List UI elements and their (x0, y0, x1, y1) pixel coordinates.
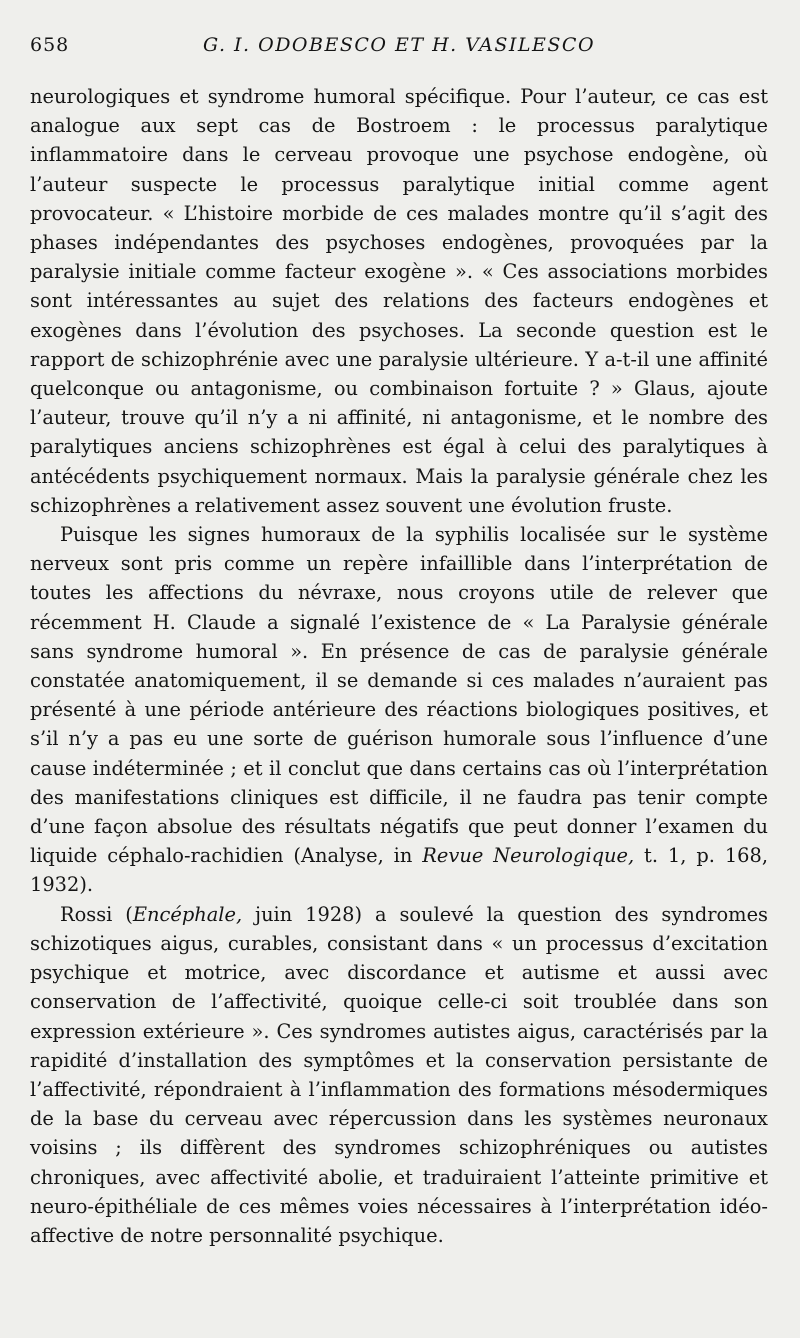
paragraph-text: Rossi ( (60, 902, 133, 926)
paragraph-rossi (30, 900, 768, 1250)
paragraph-continued (30, 82, 768, 520)
page-number: 658 (30, 34, 70, 56)
paragraph-text: Puisque les signes humoraux de la syphilis localisée sur le système nerveux sont pris comme un repère infaillible dans l’interprétation de toutes les affections du névraxe, nous croyons utile de relever que récemment H. Claude a signalé l’existence de « La Paralysie générale sans syndrome humoral ». En présence de cas de paralysie générale constatée anatomiquement, il se demande si ces malades n’auraient pas présenté à une période antérieure des réactions biologiques positives, et s’il n’y a pas eu une sorte de guérison humorale sous l’influence d’une cause indéterminée ; et il conclut que dans certains cas où l’interprétation des manifestations cliniques est difficile, il ne faudra pas tenir compte d’une façon absolue des résultats négatifs que peut donner l’examen du liquide céphalo-rachidien (Analyse, in (30, 523, 768, 868)
paragraph-text: juin 1928) a soulevé la question des syndromes schizotiques aigus, curables, consistant dans « un processus d’excitation psychique et motrice, avec discordance et autisme et aussi avec conservation de l’affectivité, quoique celle-ci soit troublée dans son expression extérieure ». Ces syndromes autistes aigus, caractérisés par la rapidité d’installation des symptômes et la conservation persistante de l’affectivité, répondraient à l’inflammation des formations mésodermiques de la base du cerveau avec répercussion dans les systèmes neuronaux voisins ; ils diffèrent des syndromes schizophréniques ou autistes chroniques, avec affectivité abolie, et traduiraient l’atteinte primitive et neuro-épithéliale de ces mêmes voies nécessaires à l’interprétation idéo-affective de notre personnalité psychique. (30, 902, 768, 1247)
journal-title: Revue Neurologique, (422, 844, 635, 868)
journal-title: Encéphale, (132, 902, 243, 926)
page-header (30, 30, 768, 74)
paragraph-text: t. 1, p. 168, 1932). (30, 844, 768, 897)
running-head: G. I. ODOBESCO ET H. VASILESCO (202, 34, 596, 56)
body-text (30, 82, 768, 1250)
paragraph-claude (30, 520, 768, 900)
paragraph-text: neurologiques et syndrome humoral spécifique. Pour l’auteur, ce cas est analogue aux sept cas de Bostroem : le processus paralytique inflammatoire dans le cerveau provoque une psychose endogène, où l’auteur suspecte le processus paralytique initial comme agent provocateur. « L’histoire morbide de ces malades montre qu’il s’agit des phases indépendantes des psychoses endogènes, provoquées par la paralysie initiale comme facteur exogène ». « Ces associations morbides sont intéressantes au sujet des relations des facteurs endogènes et exogènes dans l’évolution des psychoses. La seconde question est le rapport de schizophrénie avec une paralysie ultérieure. Y a-t-il une affinité quelconque ou antagonisme, ou combinaison fortuite ? » Glaus, ajoute l’auteur, trouve qu’il n’y a ni affinité, ni antagonisme, et le nombre des paralytiques anciens schizophrènes est égal à celui des paralytiques à antécédents psychiquement normaux. Mais la paralysie générale chez les schizophrènes a relativement assez souvent une évolution fruste. (30, 85, 768, 517)
page (30, 30, 768, 1320)
